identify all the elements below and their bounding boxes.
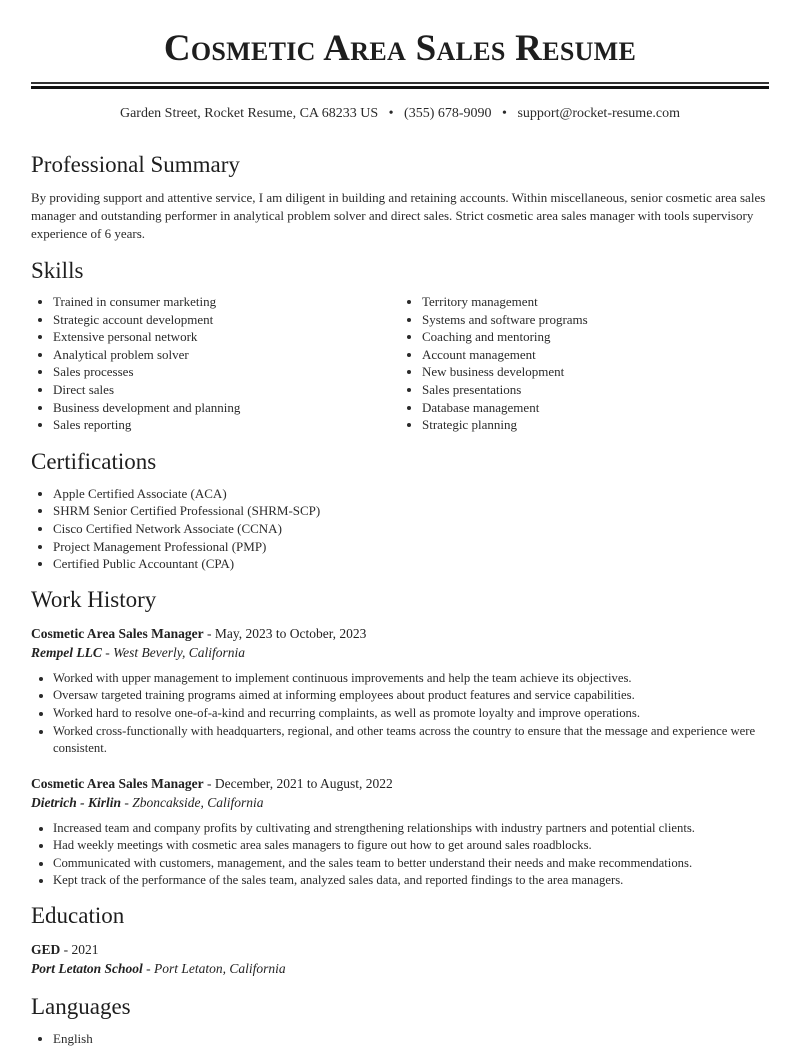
dash-separator: -	[121, 794, 133, 810]
job-bullets	[31, 820, 769, 890]
header-rule-thick	[31, 86, 769, 89]
job-bullet: • Increased team and company profits by cultivating and strengthening relationships with industry partners and potential clients.	[53, 820, 769, 838]
skill-item: • Database management	[422, 399, 769, 417]
contact-phone: (355) 678-9090	[404, 106, 492, 121]
job-bullet: • Worked with upper management to implement continuous improvements and help the team achieve its objectives.	[53, 670, 769, 688]
job-company: Dietrich - Kirlin	[31, 794, 122, 810]
skill-item: • Account management	[422, 346, 769, 364]
job-title: Cosmetic Area Sales Manager	[31, 775, 204, 791]
certification-item: • Cisco Certified Network Associate (CCNA)	[53, 520, 769, 538]
section-heading-languages: Languages	[31, 994, 131, 1020]
education-location: Port Letaton, California	[154, 961, 286, 977]
job-entry	[31, 624, 769, 758]
job-dates: December, 2021 to August, 2022	[214, 775, 393, 791]
job-entry	[31, 774, 769, 890]
job-bullet: • Oversaw targeted training programs aimed at informing employees about product features and service capabilities.	[53, 687, 769, 705]
summary-section	[31, 151, 769, 243]
job-location: West Beverly, California	[113, 644, 245, 660]
skills-list-left	[31, 293, 400, 434]
work-history-section	[31, 586, 769, 890]
education-school-line	[31, 959, 769, 978]
skills-columns	[31, 293, 769, 434]
section-heading-certifications: Certifications	[31, 448, 157, 474]
section-heading-skills: Skills	[31, 258, 84, 283]
job-bullet: • Kept track of the performance of the sales team, analyzed sales data, and reported findings to the area managers.	[53, 872, 769, 890]
job-company: Rempel LLC	[31, 644, 102, 660]
certification-item: • SHRM Senior Certified Professional (SHRM-SCP)	[53, 502, 769, 520]
languages-list	[31, 1030, 769, 1048]
header-double-rule	[31, 82, 769, 89]
job-bullet: • Communicated with customers, management, and the sales team to better understand their needs and make recommendations.	[53, 855, 769, 873]
job-company-line	[31, 793, 769, 812]
skills-section	[31, 257, 769, 434]
certifications-list	[31, 485, 769, 573]
education-degree-line	[31, 940, 769, 959]
job-title-line	[31, 624, 769, 643]
skill-item: • Strategic planning	[422, 416, 769, 434]
contact-address: Garden Street, Rocket Resume, CA 68233 US	[119, 106, 379, 121]
skill-item: • New business development	[422, 363, 769, 381]
skill-item: • Extensive personal network	[53, 328, 400, 346]
summary-text: By providing support and attentive service, I am diligent in building and retaining accounts. Within miscellaneous, senior cosmetic area sales manager and outstanding performer in analytical problem solver and direct sales. Strict cosmetic area sales manager with tools supervisory experience of 6 years.	[31, 190, 766, 241]
dash-separator: -	[203, 625, 215, 641]
job-bullet: • Worked hard to resolve one-of-a-kind and recurring complaints, as well as promote loyalty and improve operations.	[53, 705, 769, 723]
contact-email: support@rocket-resume.com	[517, 106, 681, 121]
skill-item: • Coaching and mentoring	[422, 328, 769, 346]
contact-line	[31, 105, 769, 123]
job-title: Cosmetic Area Sales Manager	[31, 625, 204, 641]
section-heading-work-history: Work History	[31, 586, 157, 612]
dash-separator: -	[60, 942, 72, 958]
skill-item: • Sales processes	[53, 363, 400, 381]
bullet-separator: •	[388, 106, 394, 121]
skill-item: • Sales reporting	[53, 416, 400, 434]
section-heading-summary: Professional Summary	[31, 152, 240, 177]
skill-item: • Territory management	[422, 293, 769, 311]
job-title-line	[31, 774, 769, 793]
dash-separator: -	[101, 644, 114, 660]
header-rule-thin	[31, 82, 769, 84]
education-year: 2021	[71, 942, 99, 958]
languages-section	[31, 993, 769, 1048]
job-bullet: • Had weekly meetings with cosmetic area sales managers to figure out how to get around sales roadblocks.	[53, 837, 769, 855]
dash-separator: -	[203, 775, 215, 791]
skill-item: • Systems and software programs	[422, 311, 769, 329]
certification-item: • Apple Certified Associate (ACA)	[53, 485, 769, 503]
skill-item: • Strategic account development	[53, 311, 400, 329]
education-degree: GED	[31, 942, 61, 958]
certification-item: • Project Management Professional (PMP)	[53, 538, 769, 556]
language-item: • English	[53, 1030, 769, 1048]
job-dates: May, 2023 to October, 2023	[214, 625, 367, 641]
job-company-line	[31, 643, 769, 662]
skill-item: • Sales presentations	[422, 381, 769, 399]
certifications-section	[31, 448, 769, 573]
dash-separator: -	[142, 961, 155, 977]
skill-item: • Direct sales	[53, 381, 400, 399]
bullet-separator: •	[502, 106, 507, 121]
resume-title: Cosmetic Area Sales Resume	[163, 28, 637, 69]
education-school: Port Letaton School	[31, 961, 143, 977]
job-bullets	[31, 670, 769, 758]
section-heading-education: Education	[31, 903, 125, 929]
skill-item: • Business development and planning	[53, 399, 400, 417]
education-section	[31, 902, 769, 978]
job-location: Zboncakside, California	[132, 794, 264, 810]
skill-item: • Analytical problem solver	[53, 346, 400, 364]
skills-list-right	[400, 293, 769, 434]
skill-item: • Trained in consumer marketing	[53, 293, 400, 311]
job-bullet: • Worked cross-functionally with headquarters, regional, and other teams across the country to ensure that the message and experience were consistent.	[53, 723, 769, 758]
certification-item: • Certified Public Accountant (CPA)	[53, 555, 769, 573]
